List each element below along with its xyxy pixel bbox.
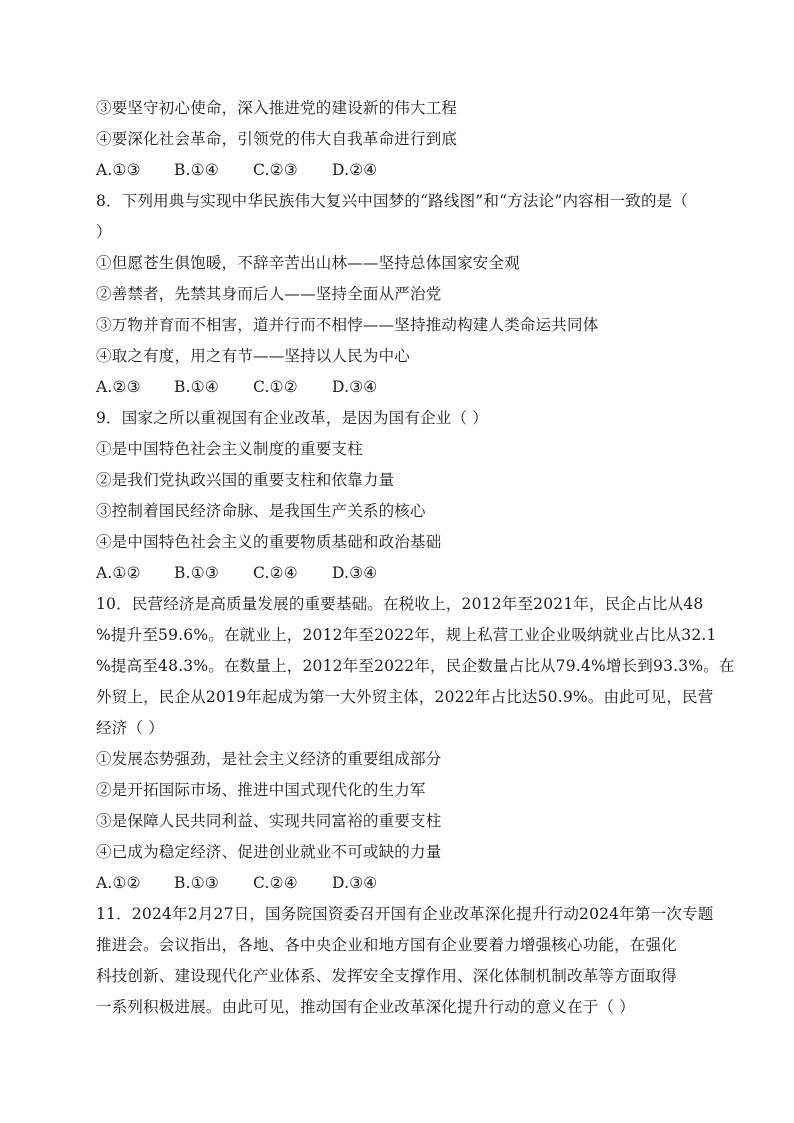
q7-option-4: ④要深化社会革命，引领党的伟大自我革命进行到底 <box>96 130 458 148</box>
q9-option-2: ②是我们党执政兴国的重要支柱和依靠力量 <box>96 471 395 489</box>
q9-choice-c: C.②④ <box>253 564 298 582</box>
q11-stem-line-2: 推进会。会议指出，各地、各中央企业和地方国有企业要着力增强核心功能，在强化 <box>96 936 677 954</box>
q9-stem: 9．国家之所以重视国有企业改革，是因为国有企业（ ） <box>96 409 488 427</box>
exam-page <box>96 93 735 1023</box>
q10-choices <box>96 868 700 899</box>
q9-choice-a: A.①② <box>96 564 141 582</box>
q10-stem-line-1: 10．民营经济是高质量发展的重要基础。在税收上，2012年至2021年，民企占比从48 <box>96 595 704 613</box>
q10-stem-line-3: %提高至48.3%。在数量上，2012年至2022年，民企数量占比从79.4%增长到93.3%。在 <box>96 657 735 675</box>
q8-choice-b: B.①④ <box>174 378 219 396</box>
q10-stem-line-2: %提升至59.6%。在就业上，2012年至2022年，规上私营工业企业吸纳就业占比从32.1 <box>96 626 717 644</box>
q10-option-2: ②是开拓国际市场、推进中国式现代化的生力军 <box>96 781 426 799</box>
q9-choices <box>96 558 700 589</box>
q10-stem-line-5: 经济（ ） <box>96 719 164 737</box>
q8-option-2: ②善禁者，先禁其身而后人——坚持全面从严治党 <box>96 285 442 303</box>
q8-option-1: ①但愿苍生俱饱暖，不辞辛苦出山林——坚持总体国家安全观 <box>96 254 520 272</box>
q8-stem-line-1: 8．下列用典与实现中华民族伟大复兴中国梦的“路线图”和“方法论”内容相一致的是（ <box>96 192 689 210</box>
q9-choice-b: B.①③ <box>174 564 219 582</box>
q10-choice-c: C.②④ <box>253 874 298 892</box>
q11-stem-line-3: 科技创新、建设现代化产业体系、发挥安全支撑作用、深化体制机制改革等方面取得 <box>96 967 677 985</box>
q8-stem-line-2: ） <box>96 223 112 241</box>
q8-choice-d: D.③④ <box>332 378 378 396</box>
q8-option-4: ④取之有度，用之有节——坚持以人民为中心 <box>96 347 411 365</box>
q8-choice-a: A.②③ <box>96 378 141 396</box>
q11-stem-line-1: 11．2024年2月27日，国务院国资委召开国有企业改革深化提升行动2024年第一次专题 <box>96 905 714 923</box>
q7-choice-c: C.②③ <box>253 161 298 179</box>
q11-stem-line-4: 一系列积极进展。由此可见，推动国有企业改革深化提升行动的意义在于（ ） <box>96 998 635 1016</box>
q7-choice-d: D.②④ <box>332 161 378 179</box>
q8-choice-c: C.①② <box>253 378 298 396</box>
q7-option-3: ③要坚守初心使命，深入推进党的建设新的伟大工程 <box>96 99 458 117</box>
q10-option-1: ①发展态势强劲，是社会主义经济的重要组成部分 <box>96 750 442 768</box>
q10-option-3: ③是保障人民共同利益、实现共同富裕的重要支柱 <box>96 812 442 830</box>
q7-choice-b: B.①④ <box>174 161 219 179</box>
q8-choices <box>96 372 700 403</box>
q10-choice-a: A.①② <box>96 874 141 892</box>
q10-option-4: ④已成为稳定经济、促进创业就业不可或缺的力量 <box>96 843 442 861</box>
q8-option-3: ③万物并育而不相害，道并行而不相悖——坚持推动构建人类命运共同体 <box>96 316 599 334</box>
q7-choice-a: A.①③ <box>96 161 141 179</box>
q10-choice-b: B.①③ <box>174 874 219 892</box>
q9-option-1: ①是中国特色社会主义制度的重要支柱 <box>96 440 363 458</box>
q9-option-3: ③控制着国民经济命脉、是我国生产关系的核心 <box>96 502 426 520</box>
q10-choice-d: D.③④ <box>332 874 378 892</box>
q7-choices <box>96 155 700 186</box>
q9-choice-d: D.③④ <box>332 564 378 582</box>
q9-option-4: ④是中国特色社会主义的重要物质基础和政治基础 <box>96 533 442 551</box>
q10-stem-line-4: 外贸上，民企从2019年起成为第一大外贸主体，2022年占比达50.9%。由此可见，民营 <box>96 688 714 706</box>
